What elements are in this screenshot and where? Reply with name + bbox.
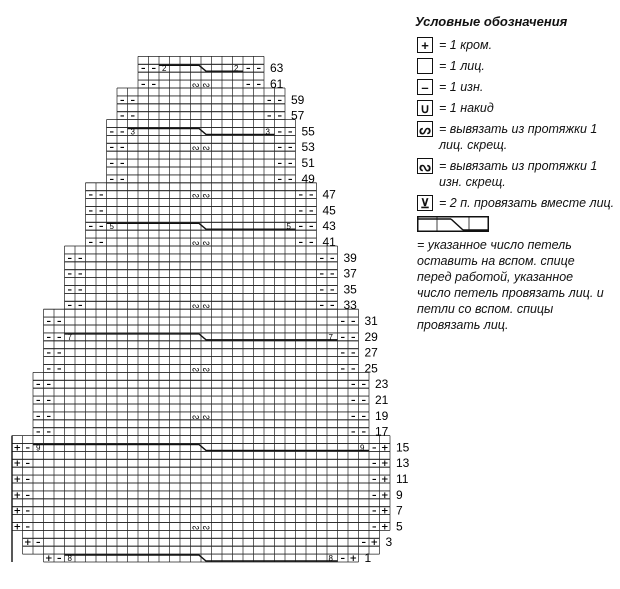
purl-symbol: – bbox=[78, 285, 83, 296]
row-label: 21 bbox=[375, 393, 389, 407]
purl-symbol: – bbox=[298, 222, 303, 233]
purl-symbol: – bbox=[372, 506, 377, 517]
row-label: 7 bbox=[396, 503, 403, 518]
purl-symbol: – bbox=[319, 301, 324, 312]
purl-symbol: – bbox=[25, 506, 30, 517]
purl-symbol: – bbox=[25, 443, 30, 454]
legend-item-knit-stitch bbox=[405, 58, 615, 74]
purl-symbol: – bbox=[340, 554, 345, 564]
cable-count: 3 bbox=[130, 127, 135, 137]
purl-symbol: – bbox=[78, 301, 83, 312]
edge-stitch-symbol: + bbox=[13, 443, 22, 454]
row-label: 35 bbox=[343, 282, 357, 297]
edge-stitch-symbol: – bbox=[351, 348, 356, 359]
purl-symbol: – bbox=[340, 348, 345, 359]
purl-symbol: – bbox=[46, 427, 51, 438]
legend-text: = 1 лиц. bbox=[439, 59, 485, 73]
row-label: 49 bbox=[301, 171, 315, 186]
purl-symbol: – bbox=[372, 490, 377, 501]
k2tog-symbol: ᔓ bbox=[192, 411, 200, 421]
purl-symbol: – bbox=[277, 159, 282, 169]
edge-stitch-symbol: – bbox=[361, 396, 366, 406]
k2tog-symbol: ᔓ bbox=[192, 364, 200, 374]
row-label: 57 bbox=[291, 108, 305, 123]
purl-symbol: – bbox=[46, 396, 51, 406]
edge-stitch-symbol: – bbox=[46, 348, 51, 359]
edge-stitch-symbol: – bbox=[109, 127, 114, 138]
purl-symbol: – bbox=[120, 143, 125, 154]
purl-symbol: – bbox=[25, 475, 30, 485]
edge-stitch-symbol: – bbox=[330, 253, 335, 264]
purl-symbol: – bbox=[351, 380, 356, 391]
purl-symbol: – bbox=[120, 127, 125, 138]
k2tog-symbol: ᔓ bbox=[202, 80, 210, 89]
purl-symbol: – bbox=[277, 127, 282, 138]
purl-symbol: – bbox=[46, 411, 51, 422]
purl-symbol: – bbox=[340, 364, 345, 375]
purl-symbol: – bbox=[298, 238, 303, 248]
cable-count: 9 bbox=[36, 443, 41, 453]
edge-stitch-symbol: – bbox=[309, 206, 314, 217]
purl-symbol: – bbox=[25, 490, 30, 501]
purl-symbol: – bbox=[372, 443, 377, 454]
purl-symbol: – bbox=[319, 269, 324, 280]
edge-stitch-symbol: + bbox=[13, 475, 22, 485]
edge-stitch-symbol: – bbox=[88, 190, 93, 201]
row-label: 59 bbox=[291, 92, 305, 107]
k2tog-symbol: ᔓ bbox=[202, 301, 210, 311]
purl-symbol: – bbox=[372, 522, 377, 533]
row-label: 27 bbox=[364, 345, 378, 360]
k2tog-symbol: ᔓ bbox=[192, 301, 200, 311]
edge-stitch-symbol: – bbox=[309, 222, 314, 233]
edge-stitch-symbol: – bbox=[36, 411, 41, 422]
purl-symbol: – bbox=[57, 364, 62, 375]
cable-count: 3 bbox=[265, 127, 270, 137]
row-label: 41 bbox=[322, 235, 336, 249]
k2tog-symbol: ᔓ bbox=[192, 522, 200, 532]
knit-stitch-icon bbox=[417, 58, 433, 74]
purl-symbol: – bbox=[277, 174, 282, 185]
edge-stitch-symbol: – bbox=[141, 64, 146, 75]
purl-symbol: – bbox=[298, 190, 303, 201]
purl-stitch-icon: – bbox=[417, 79, 433, 95]
cable-count: 2 bbox=[234, 64, 239, 74]
cable-icon bbox=[417, 216, 489, 232]
edge-stitch-symbol: – bbox=[88, 238, 93, 248]
row-label: 11 bbox=[396, 472, 409, 486]
purl-symbol: – bbox=[78, 269, 83, 280]
legend-text: = 1 накид bbox=[439, 101, 494, 115]
purl-symbol: – bbox=[340, 332, 345, 343]
edge-stitch-symbol: – bbox=[351, 317, 356, 327]
row-label: 13 bbox=[396, 456, 410, 471]
edge-stitch-symbol: + bbox=[380, 490, 389, 501]
edge-stitch-symbol: – bbox=[288, 174, 293, 185]
legend-text: = вывязать из протяжки 1 лиц. скрещ. bbox=[439, 122, 598, 152]
row-label: 63 bbox=[270, 61, 284, 76]
row-label: 47 bbox=[322, 187, 336, 202]
purl-symbol: – bbox=[99, 206, 104, 217]
edge-stitch-symbol: + bbox=[23, 538, 32, 549]
legend-text: = вывязать из протяжки 1 изн. скрещ. bbox=[439, 159, 598, 189]
edge-stitch-symbol: – bbox=[67, 301, 72, 312]
cable-count: 8 bbox=[67, 554, 72, 563]
edge-stitch-symbol: – bbox=[288, 143, 293, 154]
edge-stitch-symbol: – bbox=[120, 95, 125, 106]
purl-symbol: – bbox=[246, 64, 251, 75]
purl-symbol: – bbox=[99, 190, 104, 201]
edge-stitch-symbol: – bbox=[351, 364, 356, 375]
purl-symbol: – bbox=[151, 80, 156, 90]
edge-stitch-symbol: + bbox=[370, 538, 379, 549]
legend-title: Условные обозначения bbox=[415, 14, 568, 29]
purl-symbol: – bbox=[267, 95, 272, 106]
k2tog-symbol: ᔓ bbox=[192, 190, 200, 200]
row-label: 19 bbox=[375, 408, 389, 423]
legend-cable-text: = указанное число петель оставить на вспом. спице перед работой, указанное число петель провязать лиц. и петли со вспом. спицы провязать лиц. bbox=[417, 238, 604, 332]
purl-symbol: – bbox=[351, 411, 356, 422]
purl-crossed-from-bar-icon: ᔓ bbox=[417, 158, 433, 174]
purl-symbol: – bbox=[57, 348, 62, 359]
edge-stitch-icon: + bbox=[417, 37, 433, 53]
cable-count: 5 bbox=[286, 222, 291, 232]
edge-stitch-symbol: – bbox=[351, 332, 356, 343]
edge-stitch-symbol: – bbox=[109, 174, 114, 185]
edge-stitch-symbol: – bbox=[309, 238, 314, 248]
k2tog-symbol: ᔓ bbox=[192, 238, 200, 247]
k2tog-symbol: ᔓ bbox=[202, 411, 210, 421]
edge-stitch-symbol: – bbox=[361, 427, 366, 438]
legend-text: = 1 изн. bbox=[439, 80, 484, 94]
row-label: 37 bbox=[343, 266, 357, 281]
edge-stitch-symbol: – bbox=[277, 95, 282, 106]
k2tog-symbol: ᔓ bbox=[202, 143, 210, 153]
edge-stitch-symbol: – bbox=[288, 159, 293, 169]
purl-symbol: – bbox=[36, 538, 41, 549]
edge-stitch-symbol: + bbox=[380, 459, 389, 470]
row-label: 9 bbox=[396, 487, 403, 502]
purl-symbol: – bbox=[298, 206, 303, 217]
edge-stitch-symbol: – bbox=[141, 80, 146, 90]
legend-item-purl-stitch bbox=[405, 79, 615, 95]
edge-stitch-symbol: + bbox=[13, 490, 22, 501]
edge-stitch-symbol: + bbox=[13, 459, 22, 470]
row-label: 3 bbox=[385, 535, 393, 550]
cable-count: 8 bbox=[328, 554, 333, 563]
edge-stitch-symbol: – bbox=[36, 396, 41, 406]
purl-symbol: – bbox=[319, 285, 324, 296]
edge-stitch-symbol: – bbox=[330, 269, 335, 280]
legend bbox=[405, 8, 615, 333]
purl-symbol: – bbox=[319, 253, 324, 264]
legend-item-knit-crossed-from-bar bbox=[405, 121, 615, 153]
purl-symbol: – bbox=[120, 159, 125, 169]
purl-symbol: – bbox=[120, 174, 125, 185]
edge-stitch-symbol: – bbox=[46, 317, 51, 327]
edge-stitch-symbol: – bbox=[277, 111, 282, 122]
legend-item-yarn-over bbox=[405, 100, 615, 116]
edge-stitch-symbol: – bbox=[36, 380, 41, 391]
edge-stitch-symbol: + bbox=[380, 506, 389, 517]
legend-item-k2tog bbox=[405, 195, 615, 211]
purl-symbol: – bbox=[57, 332, 62, 343]
purl-symbol: – bbox=[99, 238, 104, 248]
edge-stitch-symbol: + bbox=[13, 522, 22, 533]
edge-stitch-symbol: – bbox=[288, 127, 293, 138]
row-label: 17 bbox=[375, 424, 389, 439]
cable-count: 7 bbox=[328, 332, 333, 342]
cable-count: 5 bbox=[109, 222, 114, 232]
purl-symbol: – bbox=[46, 380, 51, 391]
purl-symbol: – bbox=[340, 317, 345, 327]
edge-stitch-symbol: + bbox=[349, 554, 358, 564]
edge-stitch-symbol: – bbox=[309, 190, 314, 201]
cable-count: 9 bbox=[360, 443, 365, 453]
row-label: 15 bbox=[396, 440, 410, 455]
edge-stitch-symbol: – bbox=[36, 427, 41, 438]
row-label: 43 bbox=[322, 219, 336, 234]
k2tog-symbol: ᔓ bbox=[192, 80, 200, 89]
k2tog-icon: ⊻ bbox=[417, 195, 433, 211]
edge-stitch-symbol: – bbox=[330, 285, 335, 296]
purl-symbol: – bbox=[57, 554, 62, 564]
purl-symbol: – bbox=[78, 253, 83, 264]
edge-stitch-symbol: – bbox=[256, 80, 261, 90]
purl-symbol: – bbox=[372, 475, 377, 485]
legend-text: = 1 кром. bbox=[439, 38, 493, 52]
purl-symbol: – bbox=[372, 459, 377, 470]
cable-count: 7 bbox=[67, 332, 72, 342]
purl-symbol: – bbox=[361, 538, 366, 549]
row-label: 25 bbox=[364, 361, 378, 376]
row-label: 23 bbox=[375, 377, 389, 392]
purl-symbol: – bbox=[151, 64, 156, 75]
row-label: 55 bbox=[301, 124, 315, 139]
edge-stitch-symbol: – bbox=[361, 411, 366, 422]
purl-symbol: – bbox=[57, 317, 62, 327]
purl-symbol: – bbox=[277, 143, 282, 154]
edge-stitch-symbol: – bbox=[67, 269, 72, 280]
row-label: 51 bbox=[301, 156, 315, 170]
purl-symbol: – bbox=[130, 111, 135, 122]
edge-stitch-symbol: – bbox=[361, 380, 366, 391]
yarn-over-icon: ∪ bbox=[417, 100, 433, 116]
cable-count: 2 bbox=[162, 64, 167, 74]
edge-stitch-symbol: – bbox=[46, 332, 51, 343]
edge-stitch-symbol: – bbox=[67, 285, 72, 296]
legend-text: = 2 п. провязать вместе лиц. bbox=[439, 196, 615, 210]
purl-symbol: – bbox=[267, 111, 272, 122]
edge-stitch-symbol: – bbox=[109, 143, 114, 154]
knit-crossed-from-bar-icon: ᔕ bbox=[417, 121, 433, 137]
edge-stitch-symbol: + bbox=[44, 554, 53, 564]
edge-stitch-symbol: – bbox=[67, 253, 72, 264]
edge-stitch-symbol: – bbox=[46, 364, 51, 375]
edge-stitch-symbol: – bbox=[88, 222, 93, 233]
k2tog-symbol: ᔓ bbox=[202, 522, 210, 532]
edge-stitch-symbol: – bbox=[88, 206, 93, 217]
legend-item-cable bbox=[405, 216, 615, 232]
edge-stitch-symbol: + bbox=[380, 475, 389, 485]
row-label: 29 bbox=[364, 329, 378, 344]
purl-symbol: – bbox=[351, 396, 356, 406]
edge-stitch-symbol: – bbox=[330, 301, 335, 312]
row-label: 39 bbox=[343, 250, 357, 265]
purl-symbol: – bbox=[25, 459, 30, 470]
edge-stitch-symbol: – bbox=[109, 159, 114, 169]
row-label: 45 bbox=[322, 203, 336, 218]
purl-symbol: – bbox=[351, 427, 356, 438]
row-label: 1 bbox=[364, 551, 372, 565]
edge-stitch-symbol: + bbox=[380, 443, 389, 454]
edge-stitch-symbol: – bbox=[256, 64, 261, 75]
purl-symbol: – bbox=[25, 522, 30, 533]
purl-symbol: – bbox=[99, 222, 104, 233]
row-label: 33 bbox=[343, 298, 357, 313]
k2tog-symbol: ᔓ bbox=[192, 143, 200, 153]
k2tog-symbol: ᔓ bbox=[202, 190, 210, 200]
legend-item-purl-crossed-from-bar bbox=[405, 158, 615, 190]
k2tog-symbol: ᔓ bbox=[202, 238, 210, 247]
purl-symbol: – bbox=[130, 95, 135, 106]
k2tog-symbol: ᔓ bbox=[202, 364, 210, 374]
row-label: 31 bbox=[364, 314, 378, 328]
legend-item-edge-stitch bbox=[405, 37, 615, 53]
edge-stitch-symbol: + bbox=[380, 522, 389, 533]
edge-stitch-symbol: – bbox=[120, 111, 125, 122]
row-label: 5 bbox=[396, 519, 403, 534]
edge-stitch-symbol: + bbox=[13, 506, 22, 517]
purl-symbol: – bbox=[246, 80, 251, 90]
row-label: 53 bbox=[301, 140, 315, 155]
row-label: 61 bbox=[270, 77, 284, 91]
